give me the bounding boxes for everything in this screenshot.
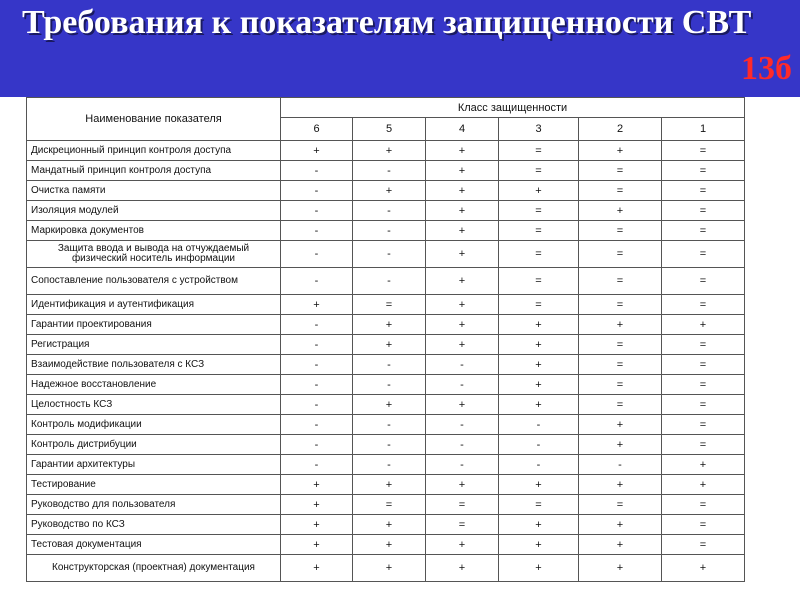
table-row <box>27 375 745 395</box>
requirements-table-body <box>27 141 745 582</box>
class-6-value-cell: - <box>281 415 353 435</box>
indicator-name-cell: Контроль модификации <box>27 415 281 435</box>
class-6-value-cell: - <box>281 241 353 268</box>
class-5-value-cell: + <box>353 335 426 355</box>
class-2-value-cell: = <box>579 355 662 375</box>
class-3-value-cell: = <box>499 141 579 161</box>
class-4-value-cell: - <box>426 355 499 375</box>
class-column-header: Класс защищенности <box>281 98 745 118</box>
class-6-value-cell: - <box>281 201 353 221</box>
requirements-table <box>26 97 745 582</box>
class-2-value-cell: = <box>579 268 662 295</box>
class-1-value-cell: = <box>662 221 745 241</box>
class-5-value-cell: + <box>353 555 426 582</box>
class-6-value-cell: - <box>281 335 353 355</box>
table-row <box>27 395 745 415</box>
class-6-value-cell: + <box>281 535 353 555</box>
class-3-value-cell: = <box>499 201 579 221</box>
class-4-value-cell: - <box>426 455 499 475</box>
class-4-value-cell: + <box>426 241 499 268</box>
class-6-value-cell: - <box>281 375 353 395</box>
class-2-header: 2 <box>579 118 662 141</box>
class-3-value-cell: = <box>499 221 579 241</box>
table-row <box>27 161 745 181</box>
class-2-value-cell: = <box>579 335 662 355</box>
table-row <box>27 455 745 475</box>
class-6-value-cell: - <box>281 268 353 295</box>
class-6-value-cell: + <box>281 295 353 315</box>
indicator-name-cell: Гарантии архитектуры <box>27 455 281 475</box>
class-1-value-cell: = <box>662 295 745 315</box>
table-row <box>27 535 745 555</box>
table-row <box>27 141 745 161</box>
class-6-value-cell: - <box>281 161 353 181</box>
class-6-value-cell: + <box>281 475 353 495</box>
class-2-value-cell: + <box>579 415 662 435</box>
class-5-value-cell: - <box>353 455 426 475</box>
class-1-value-cell: = <box>662 435 745 455</box>
class-2-value-cell: + <box>579 515 662 535</box>
class-1-header: 1 <box>662 118 745 141</box>
class-6-value-cell: - <box>281 455 353 475</box>
class-4-value-cell: + <box>426 221 499 241</box>
class-1-value-cell: = <box>662 415 745 435</box>
class-6-value-cell: - <box>281 395 353 415</box>
class-5-value-cell: + <box>353 515 426 535</box>
class-1-value-cell: + <box>662 315 745 335</box>
class-1-value-cell: = <box>662 355 745 375</box>
class-3-value-cell: + <box>499 515 579 535</box>
class-5-header: 5 <box>353 118 426 141</box>
indicator-name-cell: Тестирование <box>27 475 281 495</box>
class-1-value-cell: = <box>662 375 745 395</box>
name-column-header: Наименование показателя <box>27 98 281 141</box>
class-3-value-cell: + <box>499 535 579 555</box>
class-5-value-cell: + <box>353 395 426 415</box>
class-5-value-cell: + <box>353 141 426 161</box>
table-row <box>27 268 745 295</box>
class-4-value-cell: - <box>426 435 499 455</box>
class-4-value-cell: + <box>426 475 499 495</box>
table-row <box>27 415 745 435</box>
class-2-value-cell: = <box>579 161 662 181</box>
class-1-value-cell: = <box>662 515 745 535</box>
class-3-value-cell: - <box>499 435 579 455</box>
indicator-name-cell: Защита ввода и вывода на отчуждаемый физический носитель информации <box>27 241 281 268</box>
class-5-value-cell: = <box>353 295 426 315</box>
class-5-value-cell: + <box>353 181 426 201</box>
title-banner <box>0 0 800 97</box>
class-3-value-cell: + <box>499 335 579 355</box>
class-4-value-cell: = <box>426 495 499 515</box>
class-5-value-cell: + <box>353 315 426 335</box>
indicator-name-cell: Дискреционный принцип контроля доступа <box>27 141 281 161</box>
class-1-value-cell: = <box>662 141 745 161</box>
class-2-value-cell: - <box>579 455 662 475</box>
class-6-value-cell: - <box>281 181 353 201</box>
class-3-value-cell: = <box>499 241 579 268</box>
class-3-value-cell: + <box>499 375 579 395</box>
table-row <box>27 181 745 201</box>
class-6-header: 6 <box>281 118 353 141</box>
class-1-value-cell: + <box>662 555 745 582</box>
class-5-value-cell: - <box>353 268 426 295</box>
indicator-name-cell: Регистрация <box>27 335 281 355</box>
class-3-value-cell: = <box>499 268 579 295</box>
class-1-value-cell: = <box>662 181 745 201</box>
indicator-name-cell: Изоляция модулей <box>27 201 281 221</box>
class-1-value-cell: = <box>662 201 745 221</box>
class-6-value-cell: + <box>281 495 353 515</box>
indicator-name-cell: Конструкторская (проектная) документация <box>27 555 281 582</box>
class-4-value-cell: + <box>426 295 499 315</box>
class-5-value-cell: - <box>353 355 426 375</box>
class-2-value-cell: + <box>579 435 662 455</box>
class-5-value-cell: + <box>353 475 426 495</box>
indicator-name-cell: Руководство для пользователя <box>27 495 281 515</box>
class-5-value-cell: = <box>353 495 426 515</box>
class-3-value-cell: = <box>499 295 579 315</box>
class-5-value-cell: - <box>353 415 426 435</box>
class-4-value-cell: + <box>426 268 499 295</box>
table-row <box>27 555 745 582</box>
class-5-value-cell: + <box>353 535 426 555</box>
indicator-name-cell: Контроль дистрибуции <box>27 435 281 455</box>
class-6-value-cell: - <box>281 221 353 241</box>
class-4-value-cell: + <box>426 395 499 415</box>
table-row <box>27 475 745 495</box>
class-4-value-cell: = <box>426 515 499 535</box>
class-4-value-cell: + <box>426 181 499 201</box>
class-5-value-cell: - <box>353 221 426 241</box>
class-6-value-cell: + <box>281 515 353 535</box>
indicator-name-cell: Гарантии проектирования <box>27 315 281 335</box>
table-row <box>27 335 745 355</box>
class-3-value-cell: + <box>499 395 579 415</box>
class-2-value-cell: = <box>579 181 662 201</box>
table-row <box>27 495 745 515</box>
class-5-value-cell: - <box>353 435 426 455</box>
indicator-name-cell: Идентификация и аутентификация <box>27 295 281 315</box>
class-3-value-cell: - <box>499 415 579 435</box>
table-row <box>27 295 745 315</box>
class-4-value-cell: - <box>426 415 499 435</box>
class-2-value-cell: + <box>579 475 662 495</box>
class-4-value-cell: + <box>426 161 499 181</box>
class-1-value-cell: = <box>662 161 745 181</box>
class-4-value-cell: + <box>426 555 499 582</box>
class-2-value-cell: + <box>579 141 662 161</box>
indicator-name-cell: Мандатный принцип контроля доступа <box>27 161 281 181</box>
class-6-value-cell: - <box>281 355 353 375</box>
page-number: 13б <box>741 50 792 87</box>
class-5-value-cell: - <box>353 241 426 268</box>
class-5-value-cell: - <box>353 201 426 221</box>
class-3-value-cell: + <box>499 555 579 582</box>
class-6-value-cell: - <box>281 435 353 455</box>
class-1-value-cell: = <box>662 395 745 415</box>
class-2-value-cell: = <box>579 375 662 395</box>
table-row <box>27 241 745 268</box>
class-4-value-cell: + <box>426 335 499 355</box>
class-3-value-cell: + <box>499 315 579 335</box>
class-3-header: 3 <box>499 118 579 141</box>
indicator-name-cell: Маркировка документов <box>27 221 281 241</box>
class-2-value-cell: = <box>579 221 662 241</box>
class-1-value-cell: = <box>662 335 745 355</box>
class-5-value-cell: - <box>353 375 426 395</box>
indicator-name-cell: Очистка памяти <box>27 181 281 201</box>
class-2-value-cell: = <box>579 295 662 315</box>
indicator-name-cell: Руководство по КСЗ <box>27 515 281 535</box>
class-3-value-cell: + <box>499 355 579 375</box>
indicator-name-cell: Сопоставление пользователя с устройством <box>27 268 281 295</box>
table-row <box>27 355 745 375</box>
table-row <box>27 315 745 335</box>
class-2-value-cell: + <box>579 555 662 582</box>
class-1-value-cell: = <box>662 495 745 515</box>
page-title: Требования к показателям защищенности СВТ <box>22 4 752 41</box>
indicator-name-cell: Тестовая документация <box>27 535 281 555</box>
class-1-value-cell: + <box>662 455 745 475</box>
class-4-header: 4 <box>426 118 499 141</box>
class-3-value-cell: = <box>499 161 579 181</box>
class-1-value-cell: = <box>662 535 745 555</box>
class-2-value-cell: = <box>579 241 662 268</box>
class-4-value-cell: + <box>426 315 499 335</box>
table-row <box>27 515 745 535</box>
class-2-value-cell: + <box>579 535 662 555</box>
indicator-name-cell: Целостность КСЗ <box>27 395 281 415</box>
class-1-value-cell: = <box>662 241 745 268</box>
class-3-value-cell: + <box>499 181 579 201</box>
indicator-name-cell: Взаимодействие пользователя с КСЗ <box>27 355 281 375</box>
class-3-value-cell: + <box>499 475 579 495</box>
class-4-value-cell: + <box>426 201 499 221</box>
class-2-value-cell: + <box>579 201 662 221</box>
indicator-name-cell: Надежное восстановление <box>27 375 281 395</box>
table-row <box>27 221 745 241</box>
class-5-value-cell: - <box>353 161 426 181</box>
class-2-value-cell: = <box>579 495 662 515</box>
class-6-value-cell: + <box>281 555 353 582</box>
class-3-value-cell: - <box>499 455 579 475</box>
class-4-value-cell: + <box>426 535 499 555</box>
class-6-value-cell: - <box>281 315 353 335</box>
class-2-value-cell: + <box>579 315 662 335</box>
class-1-value-cell: + <box>662 475 745 495</box>
table-row <box>27 435 745 455</box>
table-row <box>27 201 745 221</box>
class-2-value-cell: = <box>579 395 662 415</box>
class-3-value-cell: = <box>499 495 579 515</box>
class-4-value-cell: + <box>426 141 499 161</box>
class-1-value-cell: = <box>662 268 745 295</box>
class-4-value-cell: - <box>426 375 499 395</box>
class-6-value-cell: + <box>281 141 353 161</box>
